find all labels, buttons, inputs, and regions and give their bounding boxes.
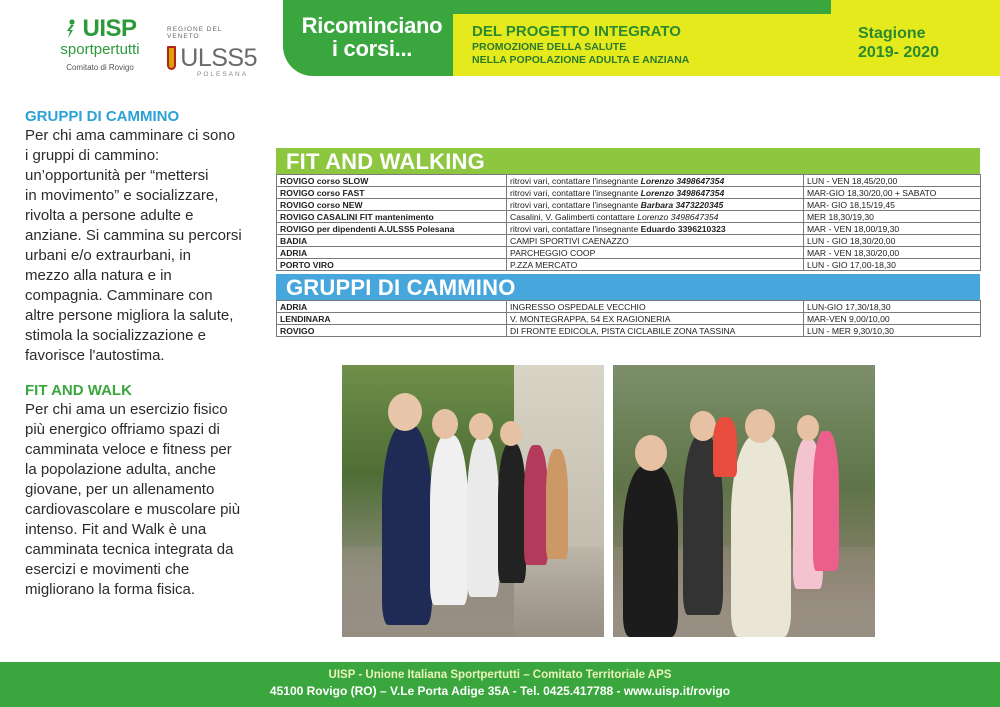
fit-table bbox=[276, 174, 981, 271]
section-title-cammino: GRUPPI DI CAMMINO bbox=[25, 108, 180, 125]
footer bbox=[0, 662, 1000, 707]
walk-table bbox=[276, 300, 981, 337]
intro-text bbox=[25, 108, 265, 600]
table-row: PORTO VIRO P.ZZA MERCATO LUN - GIO 17,00-18,30 bbox=[277, 259, 981, 271]
logo-sub: sportpertutti bbox=[60, 41, 140, 58]
runner-icon bbox=[63, 19, 79, 39]
promo-subtitle: PROMOZIONE DELLA SALUTE NELLA POPOLAZIONE ADULTA E ANZIANA bbox=[472, 41, 690, 66]
section-title-fitwalk: FIT AND WALK bbox=[25, 382, 132, 399]
table-row: ROVIGO corso FAST ritrovi vari, contattare l'insegnante Lorenzo 3498647354 MAR-GIO 18,30/20,00 + SABATO bbox=[277, 187, 981, 199]
table-row: ROVIGO CASALINI FIT mantenimento Casalini, V. Galimberti contattare Lorenzo 3498647354 MER 18,30/19,30 bbox=[277, 211, 981, 223]
page-title: Ricominciano i corsi... bbox=[301, 13, 443, 61]
logo-brand: UISP bbox=[82, 15, 137, 42]
logo-committee: Comitato di Rovigo bbox=[66, 63, 134, 72]
table-row: LENDINARA V. MONTEGRAPPA, 54 EX RAGIONERIA MAR-VEN 9,00/10,00 bbox=[277, 313, 981, 325]
table-row: ADRIA INGRESSO OSPEDALE VECCHIO LUN-GIO 17,30/18,30 bbox=[277, 301, 981, 313]
photo-walkers-park bbox=[613, 365, 875, 637]
section-body-fitwalk: Per chi ama un esercizio fisico più energico offriamo spazi di camminata veloce e fitness per la popolazione adulta, anche giovane, per un allenamento cardiovascolare e muscolare più intenso. Fit and Walk è una camminata tecnica integrata da esercizi e movimenti che migliorano la forma fisica. bbox=[25, 401, 241, 598]
table-row: ROVIGO corso SLOW ritrovi vari, contattare l'insegnante Lorenzo 3498647354 LUN - VEN 18,45/20,00 bbox=[277, 175, 981, 187]
table-row: ROVIGO per dipendenti A.ULSS5 Polesana ritrovi vari, contattare l'insegnante Eduardo 3396210323 MAR - VEN 18,00/19,30 bbox=[277, 223, 981, 235]
schedule-tables bbox=[276, 148, 980, 337]
photo-walkers-street bbox=[342, 365, 604, 637]
season-label: Stagione 2019- 2020 bbox=[858, 25, 939, 61]
table-row: ROVIGO corso NEW ritrovi vari, contattare l'insegnante Barbara 3473220345 MAR- GIO 18,15/19,45 bbox=[277, 199, 981, 211]
ulss-logo bbox=[167, 26, 257, 78]
fit-table-title: FIT AND WALKING bbox=[276, 148, 980, 174]
section-body-cammino: Per chi ama camminare ci sono i gruppi di cammino: un’opportunità per “mettersi in movimento” e socializzare, rivolta a persone adulte e anziane. Si cammina su percorsi urbani e/o extraurbani, in mezzo alla natura e in compagnia. Camminare con altre persone migliora la salute, stimola la socializzazione e favorisce l'autostima. bbox=[25, 127, 242, 364]
footer-org: UISP - Unione Italiana Sportpertutti – Comitato Territoriale APS bbox=[328, 669, 672, 681]
region-label: REGIONE DEL VENETO bbox=[167, 26, 223, 40]
uisp-logo bbox=[52, 16, 148, 72]
table-row: ROVIGO DI FRONTE EDICOLA, PISTA CICLABILE ZONA TASSINA LUN - MER 9,30/10,30 bbox=[277, 325, 981, 337]
crest-icon bbox=[167, 46, 176, 70]
ulss-sub: POLESANA bbox=[197, 71, 249, 78]
project-title: DEL PROGETTO INTEGRATO bbox=[472, 23, 681, 40]
ulss-mark: ULSS5 bbox=[180, 44, 257, 72]
table-row: BADIA CAMPI SPORTIVI CAENAZZO LUN - GIO 18,30/20,00 bbox=[277, 235, 981, 247]
table-row: ADRIA PARCHEGGIO COOP MAR - VEN 18,30/20,00 bbox=[277, 247, 981, 259]
footer-address: 45100 Rovigo (RO) – V.Le Porta Adige 35A - Tel. 0425.417788 - www.uisp.it/rovigo bbox=[269, 684, 731, 698]
walk-table-title: GRUPPI DI CAMMINO bbox=[276, 274, 980, 300]
